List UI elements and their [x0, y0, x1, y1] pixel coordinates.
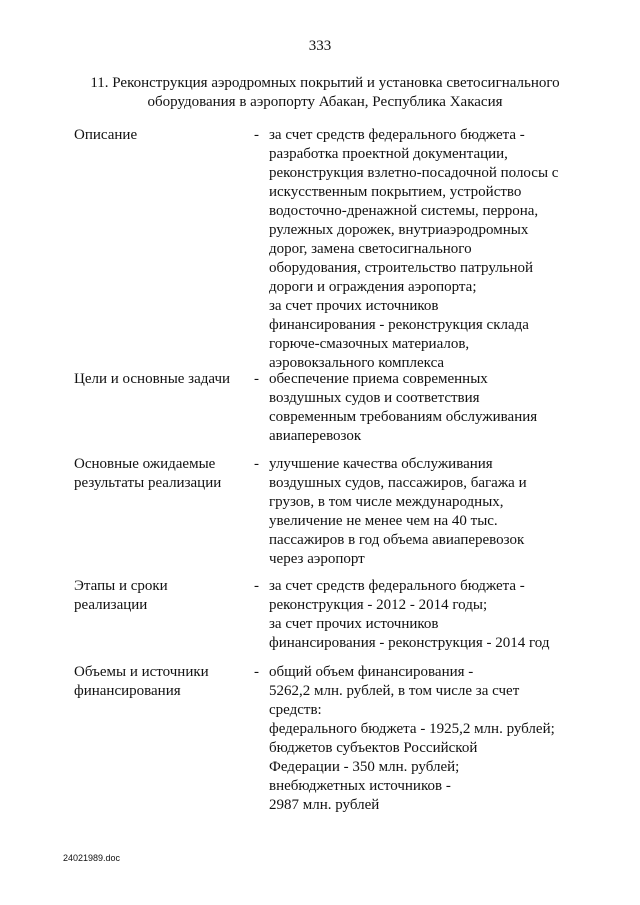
- row-value-line: за счет средств федерального бюджета -: [269, 578, 525, 594]
- row-value-line: реконструкция - 2012 - 2014 годы;: [269, 597, 488, 613]
- row-label: [74, 455, 249, 493]
- row-label: [74, 577, 249, 615]
- row-value-line: воздушных судов, пассажиров, багажа и: [269, 475, 527, 491]
- row-value-line: оборудования, строительство патрульной: [269, 260, 534, 276]
- row-dash: -: [254, 578, 259, 594]
- row-value-line: увеличение не менее чем на 40 тыс.: [269, 513, 498, 529]
- row-value-line: авиаперевозок: [269, 428, 362, 444]
- row-label: [74, 126, 249, 145]
- row-value-line: дороги и ограждения аэропорта;: [269, 279, 477, 295]
- section-title: [60, 74, 590, 112]
- row-label-line: реализации: [74, 597, 148, 613]
- row-dash: -: [254, 664, 259, 680]
- row-value: [269, 126, 569, 373]
- row-value-line: горюче-смазочных материалов,: [269, 336, 470, 352]
- row-value-line: грузов, в том числе международных,: [269, 494, 504, 510]
- row-value-line: Федерации - 350 млн. рублей;: [269, 759, 460, 775]
- row-value-line: дорог, замена светосигнального: [269, 241, 472, 257]
- row-value-line: внебюджетных источников -: [269, 778, 451, 794]
- document-filename: 24021989.doc: [63, 853, 121, 863]
- row-label-line: Цели и основные задачи: [74, 371, 231, 387]
- row-dash: -: [254, 371, 259, 387]
- row-value-line: через аэропорт: [269, 551, 365, 567]
- row-value-line: обеспечение приема современных: [269, 371, 488, 387]
- row-value-line: финансирования - реконструкция - 2014 год: [269, 635, 550, 651]
- row-value-line: реконструкция взлетно-посадочной полосы с: [269, 165, 559, 181]
- row-dash: -: [254, 127, 259, 143]
- row-value-line: общий объем финансирования -: [269, 664, 474, 680]
- row-value: [269, 455, 569, 569]
- row-value-line: разработка проектной документации,: [269, 146, 508, 162]
- row-value-line: рулежных дорожек, внутриаэродромных: [269, 222, 529, 238]
- row-value-line: средств:: [269, 702, 322, 718]
- row-value-line: 2987 млн. рублей: [269, 797, 380, 813]
- row-value-line: улучшение качества обслуживания: [269, 456, 493, 472]
- row-value-line: воздушных судов и соответствия: [269, 390, 480, 406]
- row-value-line: за счет прочих источников: [269, 616, 439, 632]
- row-value-line: федерального бюджета - 1925,2 млн. рублей;: [269, 721, 555, 737]
- row-label-line: Объемы и источники: [74, 664, 209, 680]
- row-value-line: бюджетов субъектов Российской: [269, 740, 478, 756]
- section-title-line-1: 11. Реконструкция аэродромных покрытий и установка светосигнального: [90, 75, 560, 91]
- row-value-line: за счет прочих источников: [269, 298, 439, 314]
- row-value-line: 5262,2 млн. рублей, в том числе за счет: [269, 683, 520, 699]
- row-label: [74, 370, 249, 389]
- row-value: [269, 370, 569, 446]
- row-label-line: финансирования: [74, 683, 181, 699]
- row-label: [74, 663, 249, 701]
- section-title-line-2: оборудования в аэропорту Абакан, Республика Хакасия: [147, 94, 503, 110]
- row-value: [269, 663, 569, 815]
- row-value: [269, 577, 569, 653]
- row-label-line: Основные ожидаемые: [74, 456, 216, 472]
- row-label-line: результаты реализации: [74, 475, 222, 491]
- row-value-line: финансирования - реконструкция склада: [269, 317, 529, 333]
- row-value-line: водосточно-дренажной системы, перрона,: [269, 203, 539, 219]
- row-label-line: Этапы и сроки: [74, 578, 168, 594]
- page-number: 333: [308, 38, 332, 54]
- row-value-line: пассажиров в год объема авиаперевозок: [269, 532, 525, 548]
- row-dash: -: [254, 456, 259, 472]
- row-value-line: искусственным покрытием, устройство: [269, 184, 522, 200]
- row-label-line: Описание: [74, 127, 138, 143]
- row-value-line: за счет средств федерального бюджета -: [269, 127, 525, 143]
- row-value-line: современным требованиям обслуживания: [269, 409, 538, 425]
- row-value-line: аэровокзального комплекса: [269, 355, 445, 371]
